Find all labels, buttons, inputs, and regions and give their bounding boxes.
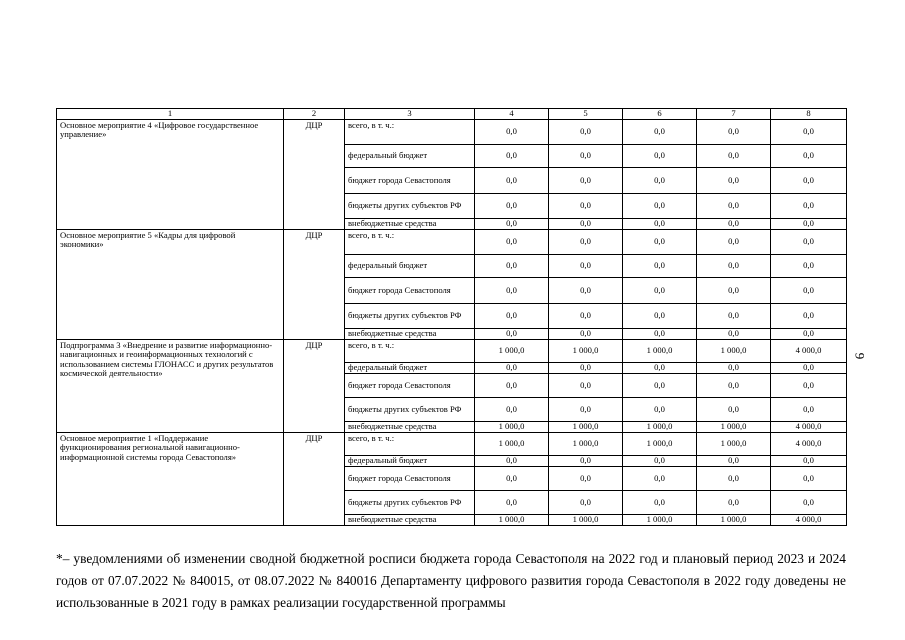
amount-cell: 0,0 (697, 374, 771, 398)
funding-source-cell: бюджеты других субъектов РФ (345, 491, 475, 515)
table-row (57, 340, 847, 363)
amount-cell: 0,0 (623, 278, 697, 304)
amount-cell: 1 000,0 (475, 433, 549, 456)
amount-cell: 0,0 (697, 120, 771, 145)
table-row (57, 433, 847, 456)
amount-cell: 0,0 (771, 255, 847, 278)
amount-cell: 0,0 (549, 363, 623, 374)
amount-cell: 0,0 (623, 467, 697, 491)
budget-table (56, 108, 847, 526)
header-cell: 7 (697, 109, 771, 120)
amount-cell: 0,0 (623, 145, 697, 168)
table-row (57, 230, 847, 255)
funding-source-cell: внебюджетные средства (345, 329, 475, 340)
amount-cell: 0,0 (475, 467, 549, 491)
amount-cell: 1 000,0 (475, 422, 549, 433)
amount-cell: 0,0 (697, 491, 771, 515)
amount-cell: 0,0 (697, 329, 771, 340)
executor-cell: ДЦР (284, 230, 345, 340)
amount-cell: 0,0 (475, 329, 549, 340)
amount-cell: 0,0 (771, 120, 847, 145)
amount-cell: 0,0 (475, 145, 549, 168)
program-name-cell: Основное мероприятие 5 «Кадры для цифровой экономики» (57, 230, 284, 340)
amount-cell: 1 000,0 (549, 515, 623, 526)
amount-cell: 1 000,0 (697, 433, 771, 456)
amount-cell: 0,0 (549, 255, 623, 278)
amount-cell: 0,0 (549, 304, 623, 329)
header-cell: 8 (771, 109, 847, 120)
amount-cell: 0,0 (771, 194, 847, 219)
amount-cell: 0,0 (623, 168, 697, 194)
amount-cell: 0,0 (475, 168, 549, 194)
page-number: 9 (852, 352, 868, 360)
header-row (57, 109, 847, 120)
amount-cell: 0,0 (771, 467, 847, 491)
program-name-cell: Основное мероприятие 1 «Поддержание функционирования региональной навигационно-информационной системы города Севастополя» (57, 433, 284, 526)
header-cell: 2 (284, 109, 345, 120)
header-cell: 6 (623, 109, 697, 120)
funding-source-cell: федеральный бюджет (345, 255, 475, 278)
program-name-cell: Основное мероприятие 4 «Цифровое государственное управление» (57, 120, 284, 230)
amount-cell: 0,0 (697, 398, 771, 422)
amount-cell: 4 000,0 (771, 515, 847, 526)
executor-cell: ДЦР (284, 120, 345, 230)
amount-cell: 1 000,0 (475, 340, 549, 363)
funding-source-cell: бюджеты других субъектов РФ (345, 304, 475, 329)
amount-cell: 0,0 (549, 230, 623, 255)
amount-cell: 0,0 (697, 467, 771, 491)
amount-cell: 0,0 (475, 304, 549, 329)
amount-cell: 0,0 (623, 491, 697, 515)
amount-cell: 0,0 (771, 230, 847, 255)
funding-source-cell: внебюджетные средства (345, 422, 475, 433)
amount-cell: 0,0 (697, 456, 771, 467)
amount-cell: 1 000,0 (623, 340, 697, 363)
header-cell: 5 (549, 109, 623, 120)
funding-source-cell: бюджеты других субъектов РФ (345, 398, 475, 422)
amount-cell: 0,0 (771, 398, 847, 422)
funding-source-cell: внебюджетные средства (345, 515, 475, 526)
amount-cell: 1 000,0 (697, 515, 771, 526)
amount-cell: 0,0 (771, 145, 847, 168)
amount-cell: 0,0 (623, 304, 697, 329)
amount-cell: 0,0 (623, 329, 697, 340)
amount-cell: 0,0 (475, 398, 549, 422)
amount-cell: 0,0 (475, 278, 549, 304)
amount-cell: 0,0 (771, 219, 847, 230)
amount-cell: 0,0 (771, 278, 847, 304)
amount-cell: 0,0 (623, 456, 697, 467)
amount-cell: 0,0 (623, 374, 697, 398)
executor-cell: ДЦР (284, 433, 345, 526)
amount-cell: 0,0 (771, 456, 847, 467)
amount-cell: 1 000,0 (549, 422, 623, 433)
amount-cell: 0,0 (475, 120, 549, 145)
table-row (57, 120, 847, 145)
amount-cell: 0,0 (771, 491, 847, 515)
amount-cell: 0,0 (549, 374, 623, 398)
funding-source-cell: бюджет города Севастополя (345, 467, 475, 491)
amount-cell: 1 000,0 (623, 433, 697, 456)
amount-cell: 0,0 (697, 145, 771, 168)
amount-cell: 1 000,0 (475, 515, 549, 526)
amount-cell: 0,0 (771, 304, 847, 329)
amount-cell: 0,0 (475, 491, 549, 515)
funding-source-cell: всего, в т. ч.: (345, 120, 475, 145)
amount-cell: 0,0 (475, 363, 549, 374)
amount-cell: 0,0 (549, 145, 623, 168)
funding-source-cell: федеральный бюджет (345, 363, 475, 374)
amount-cell: 0,0 (475, 456, 549, 467)
amount-cell: 0,0 (697, 219, 771, 230)
amount-cell: 0,0 (549, 120, 623, 145)
amount-cell: 0,0 (771, 374, 847, 398)
amount-cell: 0,0 (549, 398, 623, 422)
amount-cell: 0,0 (697, 168, 771, 194)
header-cell: 3 (345, 109, 475, 120)
amount-cell: 0,0 (549, 491, 623, 515)
amount-cell: 0,0 (549, 456, 623, 467)
amount-cell: 1 000,0 (623, 422, 697, 433)
amount-cell: 0,0 (623, 219, 697, 230)
funding-source-cell: бюджет города Севастополя (345, 374, 475, 398)
amount-cell: 0,0 (623, 398, 697, 422)
amount-cell: 1 000,0 (623, 515, 697, 526)
funding-source-cell: внебюджетные средства (345, 219, 475, 230)
funding-source-cell: всего, в т. ч.: (345, 433, 475, 456)
funding-source-cell: федеральный бюджет (345, 145, 475, 168)
amount-cell: 0,0 (475, 194, 549, 219)
footnote: *– уведомлениями об изменении сводной бюджетной росписи бюджета города Севастополя на 2022 год и плановый период 2023 и 2024 годов от 07.07.2022 № 840015, от 08.07.2022 № 840016 Департаменту цифрового развития города Севастополя в 2022 году доведены не использованные в 2021 году в рамках реализации государственной программы (56, 551, 846, 610)
amount-cell: 4 000,0 (771, 433, 847, 456)
amount-cell: 1 000,0 (549, 433, 623, 456)
funding-source-cell: бюджет города Севастополя (345, 278, 475, 304)
amount-cell: 0,0 (771, 363, 847, 374)
amount-cell: 0,0 (697, 194, 771, 219)
amount-cell: 1 000,0 (697, 340, 771, 363)
table-body (57, 120, 847, 526)
amount-cell: 0,0 (623, 230, 697, 255)
funding-source-cell: всего, в т. ч.: (345, 340, 475, 363)
amount-cell: 0,0 (549, 219, 623, 230)
funding-source-cell: федеральный бюджет (345, 456, 475, 467)
amount-cell: 0,0 (475, 219, 549, 230)
amount-cell: 1 000,0 (697, 422, 771, 433)
amount-cell: 0,0 (549, 168, 623, 194)
amount-cell: 0,0 (771, 168, 847, 194)
amount-cell: 1 000,0 (549, 340, 623, 363)
amount-cell: 0,0 (549, 467, 623, 491)
amount-cell: 0,0 (771, 329, 847, 340)
amount-cell: 0,0 (549, 278, 623, 304)
amount-cell: 0,0 (549, 329, 623, 340)
amount-cell: 4 000,0 (771, 422, 847, 433)
amount-cell: 0,0 (697, 363, 771, 374)
amount-cell: 0,0 (623, 255, 697, 278)
program-name-cell: Подпрограмма 3 «Внедрение и развитие информационно-навигационных и геоинформационных технологий с использованием системы ГЛОНАСС и других результатов космической деятельности» (57, 340, 284, 433)
header-cell: 1 (57, 109, 284, 120)
amount-cell: 0,0 (475, 255, 549, 278)
funding-source-cell: бюджет города Севастополя (345, 168, 475, 194)
amount-cell: 0,0 (623, 194, 697, 219)
executor-cell: ДЦР (284, 340, 345, 433)
amount-cell: 0,0 (475, 230, 549, 255)
amount-cell: 0,0 (697, 278, 771, 304)
amount-cell: 0,0 (475, 374, 549, 398)
amount-cell: 0,0 (623, 363, 697, 374)
funding-source-cell: бюджеты других субъектов РФ (345, 194, 475, 219)
amount-cell: 0,0 (549, 194, 623, 219)
amount-cell: 4 000,0 (771, 340, 847, 363)
amount-cell: 0,0 (623, 120, 697, 145)
header-cell: 4 (475, 109, 549, 120)
amount-cell: 0,0 (697, 255, 771, 278)
amount-cell: 0,0 (697, 230, 771, 255)
funding-source-cell: всего, в т. ч.: (345, 230, 475, 255)
amount-cell: 0,0 (697, 304, 771, 329)
